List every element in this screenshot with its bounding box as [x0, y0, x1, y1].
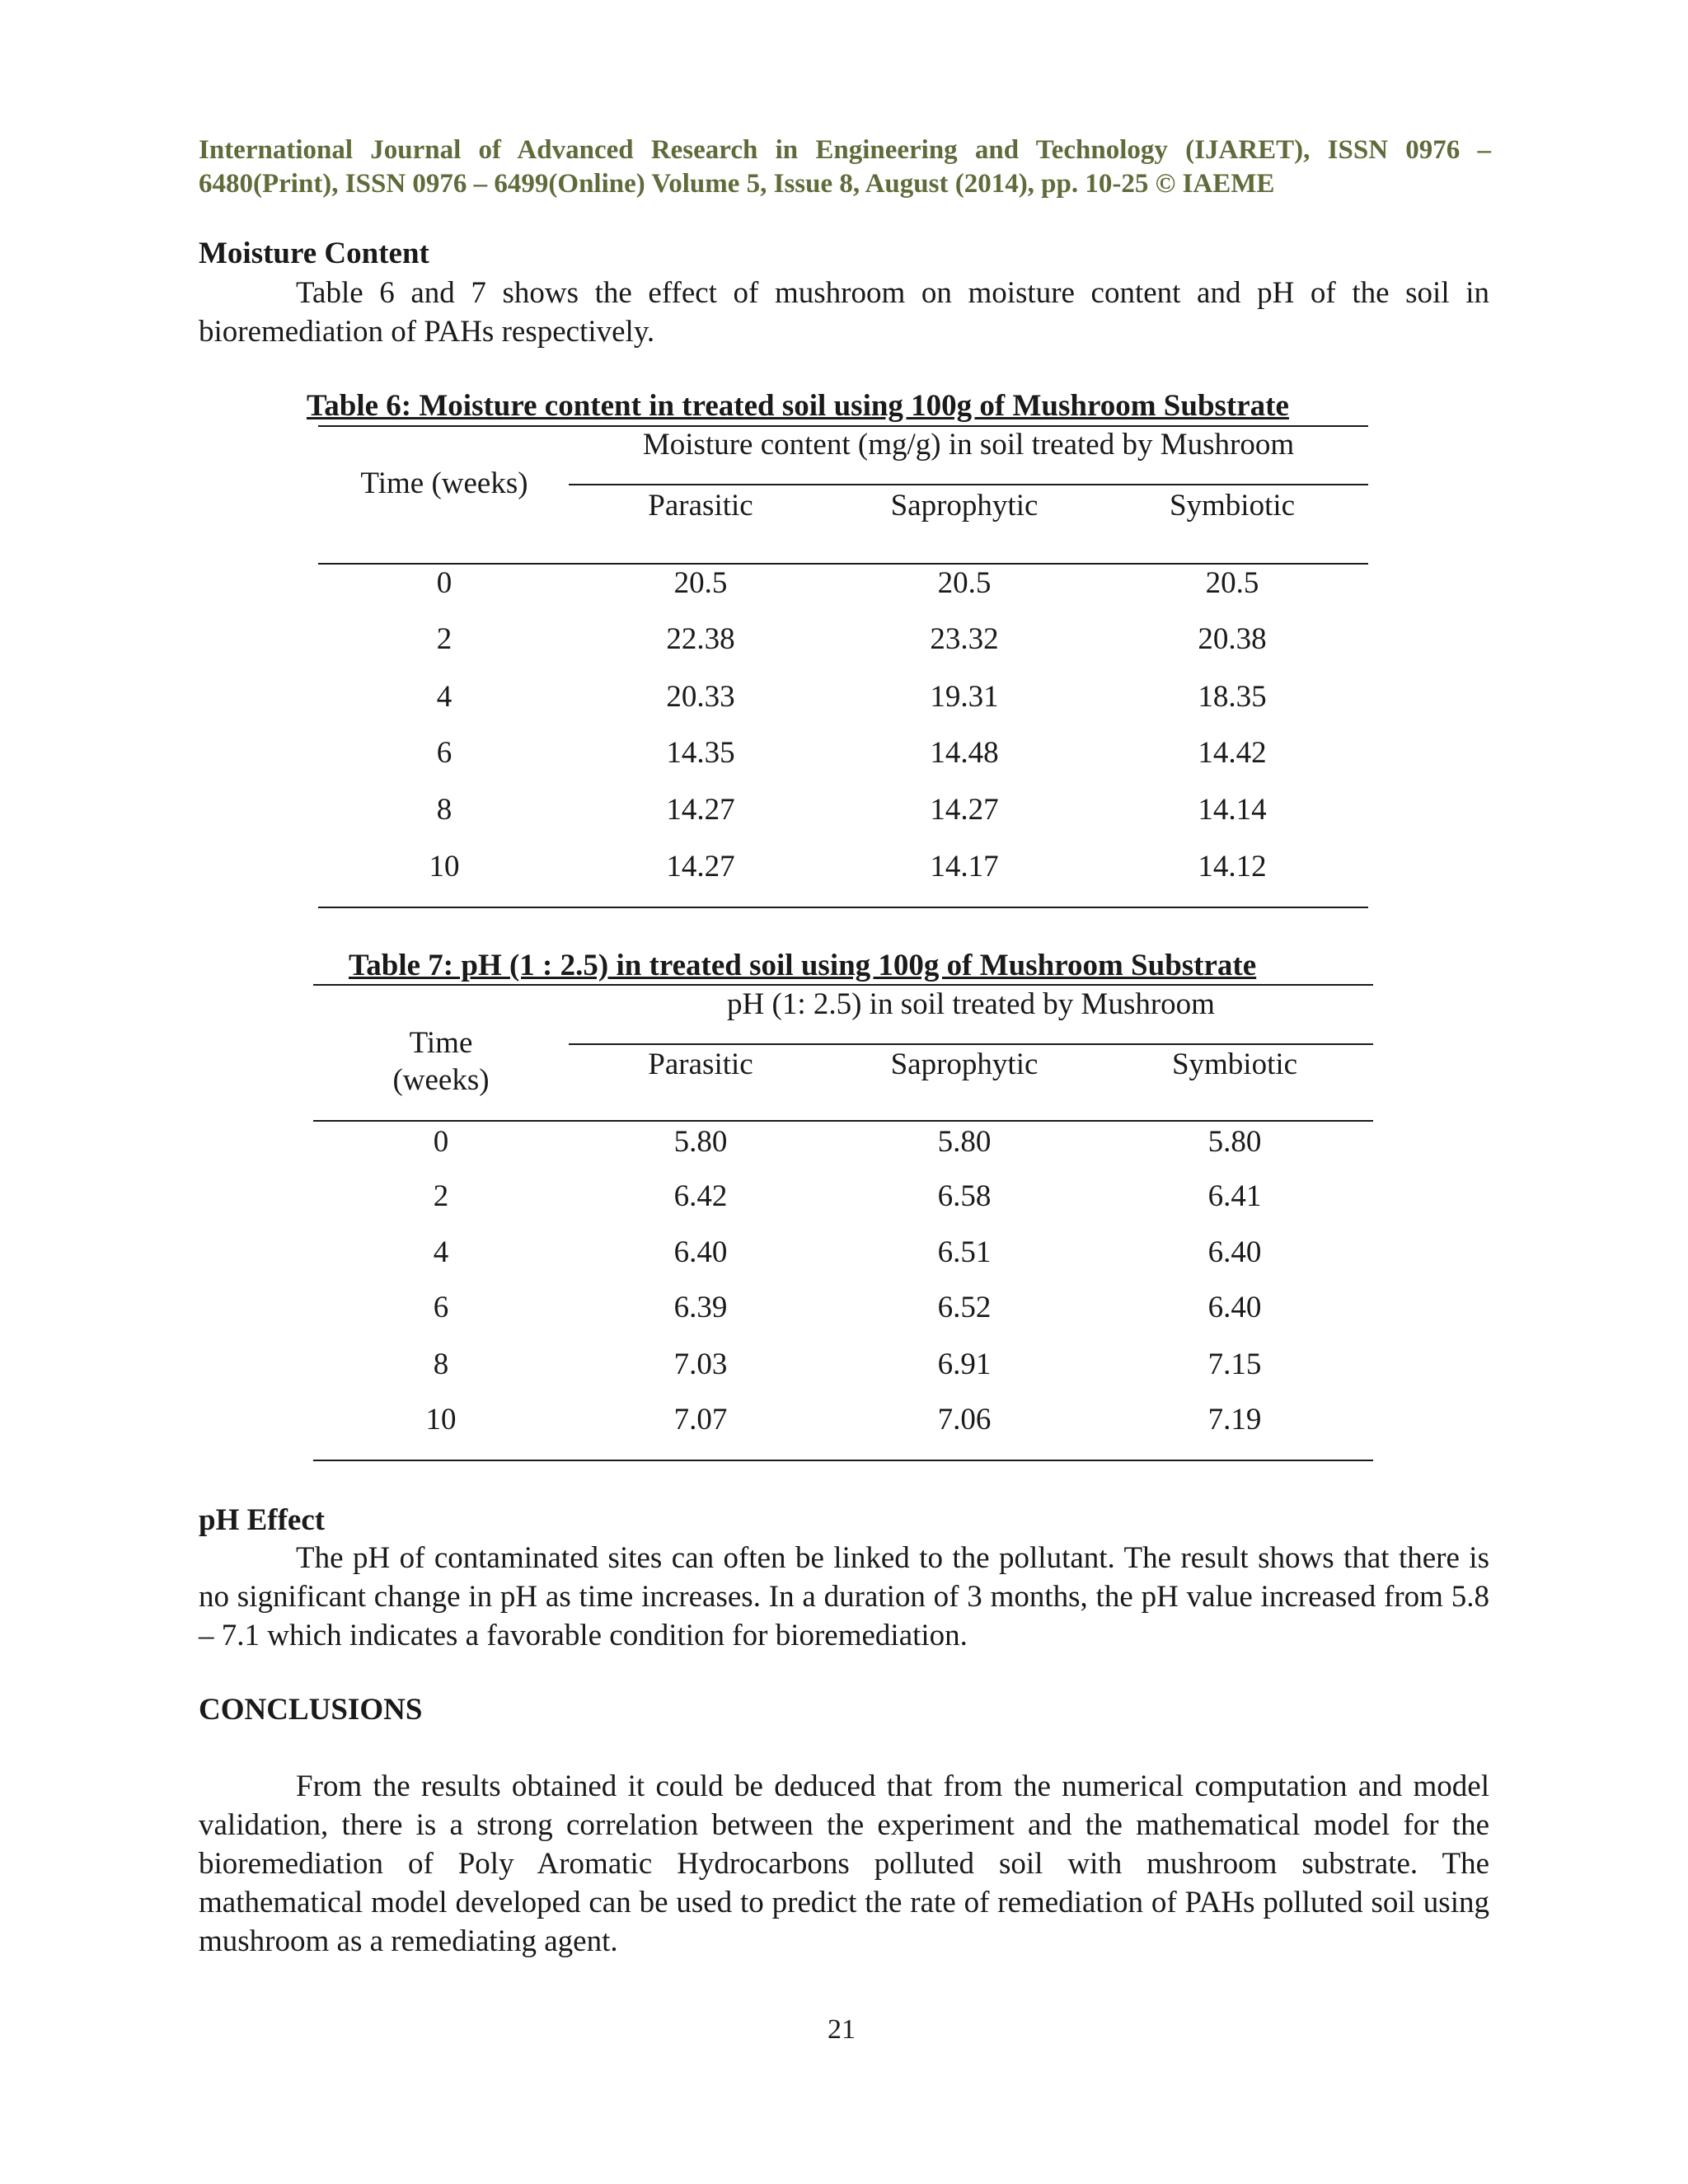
journal-header-line-2: 6480(Print), ISSN 0976 – 6499(Online) Volume 5, Issue 8, August (2014), pp. 10-25 © IAEME	[199, 169, 1275, 199]
table-cell-time: 10	[429, 850, 460, 883]
conclusions-paragraph: From the results obtained it could be deduced that from the numerical computation and model validation, there is a strong correlation between the experiment and the mathematical model for the bioremediation of Poly Aromatic Hydrocarbons polluted soil with mushroom substrate. The mathematical model developed can be used to predict the rate of remediation of PAHs polluted soil using mushroom as a remediating agent.	[199, 1769, 1489, 1958]
table-cell-time: 4	[433, 1235, 449, 1269]
table-cell-value: 14.27	[666, 793, 735, 827]
table-6-row-header: Time (weeks)	[360, 466, 528, 500]
table-cell-value: 18.35	[1198, 680, 1267, 714]
table-cell-value: 6.39	[673, 1291, 728, 1324]
table-7-group-header: pH (1: 2.5) in soil treated by Mushroom	[727, 987, 1215, 1021]
table-cell-value: 20.38	[1198, 622, 1267, 656]
table-cell-value: 23.32	[930, 622, 999, 656]
page-number: 21	[828, 2014, 856, 2045]
table-6-group-header: Moisture content (mg/g) in soil treated by Mushroom	[642, 428, 1295, 462]
journal-header-line-1: International Journal of Advanced Research in Engineering and Technology (IJARET), ISSN 0976 –	[199, 135, 1491, 165]
table-cell-value: 14.14	[1198, 793, 1267, 827]
table-7-top-rule	[313, 984, 1373, 986]
table-cell-value: 20.5	[1205, 566, 1259, 600]
table-cell-value: 14.35	[666, 736, 735, 770]
table-cell-value: 14.48	[930, 736, 999, 770]
table-6-caption: Table 6: Moisture content in treated soil using 100g of Mushroom Substrate	[307, 389, 1289, 423]
table-cell-value: 14.42	[1198, 736, 1267, 770]
table-cell-value: 7.15	[1207, 1347, 1262, 1381]
table-cell-value: 14.17	[930, 850, 999, 883]
table-6-col-header: Symbiotic	[1169, 489, 1296, 523]
table-cell-value: 20.33	[666, 680, 735, 714]
table-cell-value: 14.12	[1198, 850, 1267, 883]
table-cell-time: 8	[436, 793, 452, 827]
table-cell-value: 5.80	[937, 1125, 992, 1159]
table-cell-time: 2	[436, 622, 452, 656]
table-cell-value: 6.58	[937, 1179, 992, 1213]
table-cell-time: 0	[436, 566, 452, 600]
table-cell-value: 7.07	[673, 1403, 728, 1436]
table-7-header-rule	[313, 1120, 1373, 1122]
table-cell-value: 7.06	[937, 1403, 992, 1436]
table-cell-value: 14.27	[930, 793, 999, 827]
table-cell-value: 6.40	[673, 1235, 728, 1269]
table-7-col-header: Parasitic	[648, 1047, 753, 1081]
table-7-row-header-line-2: (weeks)	[392, 1063, 490, 1097]
table-6-group-rule	[569, 484, 1368, 485]
table-cell-time: 4	[436, 680, 452, 714]
table-cell-value: 6.40	[1207, 1291, 1262, 1324]
table-cell-value: 14.27	[666, 850, 735, 883]
table-cell-time: 6	[436, 736, 452, 770]
table-cell-value: 19.31	[930, 680, 999, 714]
table-7-col-header: Symbiotic	[1171, 1047, 1298, 1081]
ph-effect-heading: pH Effect	[199, 1503, 326, 1537]
table-6-col-header: Saprophytic	[890, 489, 1039, 523]
table-cell-time: 6	[433, 1291, 449, 1324]
table-7-caption: Table 7: pH (1 : 2.5) in treated soil using 100g of Mushroom Substrate	[349, 949, 1257, 982]
table-cell-value: 6.52	[937, 1291, 992, 1324]
table-cell-value: 5.80	[1207, 1125, 1262, 1159]
journal-header	[199, 134, 1491, 201]
table-7-group-rule	[569, 1043, 1373, 1045]
table-7-row-header-line-1: Time	[409, 1026, 473, 1060]
table-6-header-rule	[318, 563, 1368, 565]
table-cell-value: 20.5	[937, 566, 992, 600]
table-cell-value: 20.5	[673, 566, 728, 600]
table-cell-value: 22.38	[666, 622, 735, 656]
table-cell-value: 5.80	[673, 1125, 728, 1159]
conclusions-heading: CONCLUSIONS	[199, 1693, 423, 1727]
table-cell-value: 6.42	[673, 1179, 728, 1213]
table-6-bottom-rule	[318, 907, 1368, 908]
moisture-content-heading: Moisture Content	[199, 237, 429, 270]
table-cell-value: 6.41	[1207, 1179, 1262, 1213]
table-cell-value: 6.40	[1207, 1235, 1262, 1269]
table-cell-value: 7.03	[673, 1347, 728, 1381]
table-cell-time: 10	[425, 1403, 457, 1436]
table-cell-value: 6.91	[937, 1347, 992, 1381]
table-cell-value: 6.51	[937, 1235, 992, 1269]
table-cell-time: 0	[433, 1125, 449, 1159]
ph-effect-paragraph: The pH of contaminated sites can often be linked to the pollutant. The result shows that there is no significant change in pH as time increases. In a duration of 3 months, the pH value increased from 5.8 – 7.1 which indicates a favorable condition for bioremediation.	[199, 1541, 1489, 1652]
table-6-col-header: Parasitic	[648, 489, 753, 523]
table-cell-value: 7.19	[1207, 1403, 1262, 1436]
table-7-col-header: Saprophytic	[890, 1047, 1039, 1081]
table-cell-time: 8	[433, 1347, 449, 1381]
moisture-content-paragraph: Table 6 and 7 shows the effect of mushroom on moisture content and pH of the soil in bioremediation of PAHs respectively.	[199, 276, 1489, 349]
table-7-bottom-rule	[313, 1460, 1373, 1461]
table-cell-time: 2	[433, 1179, 449, 1213]
